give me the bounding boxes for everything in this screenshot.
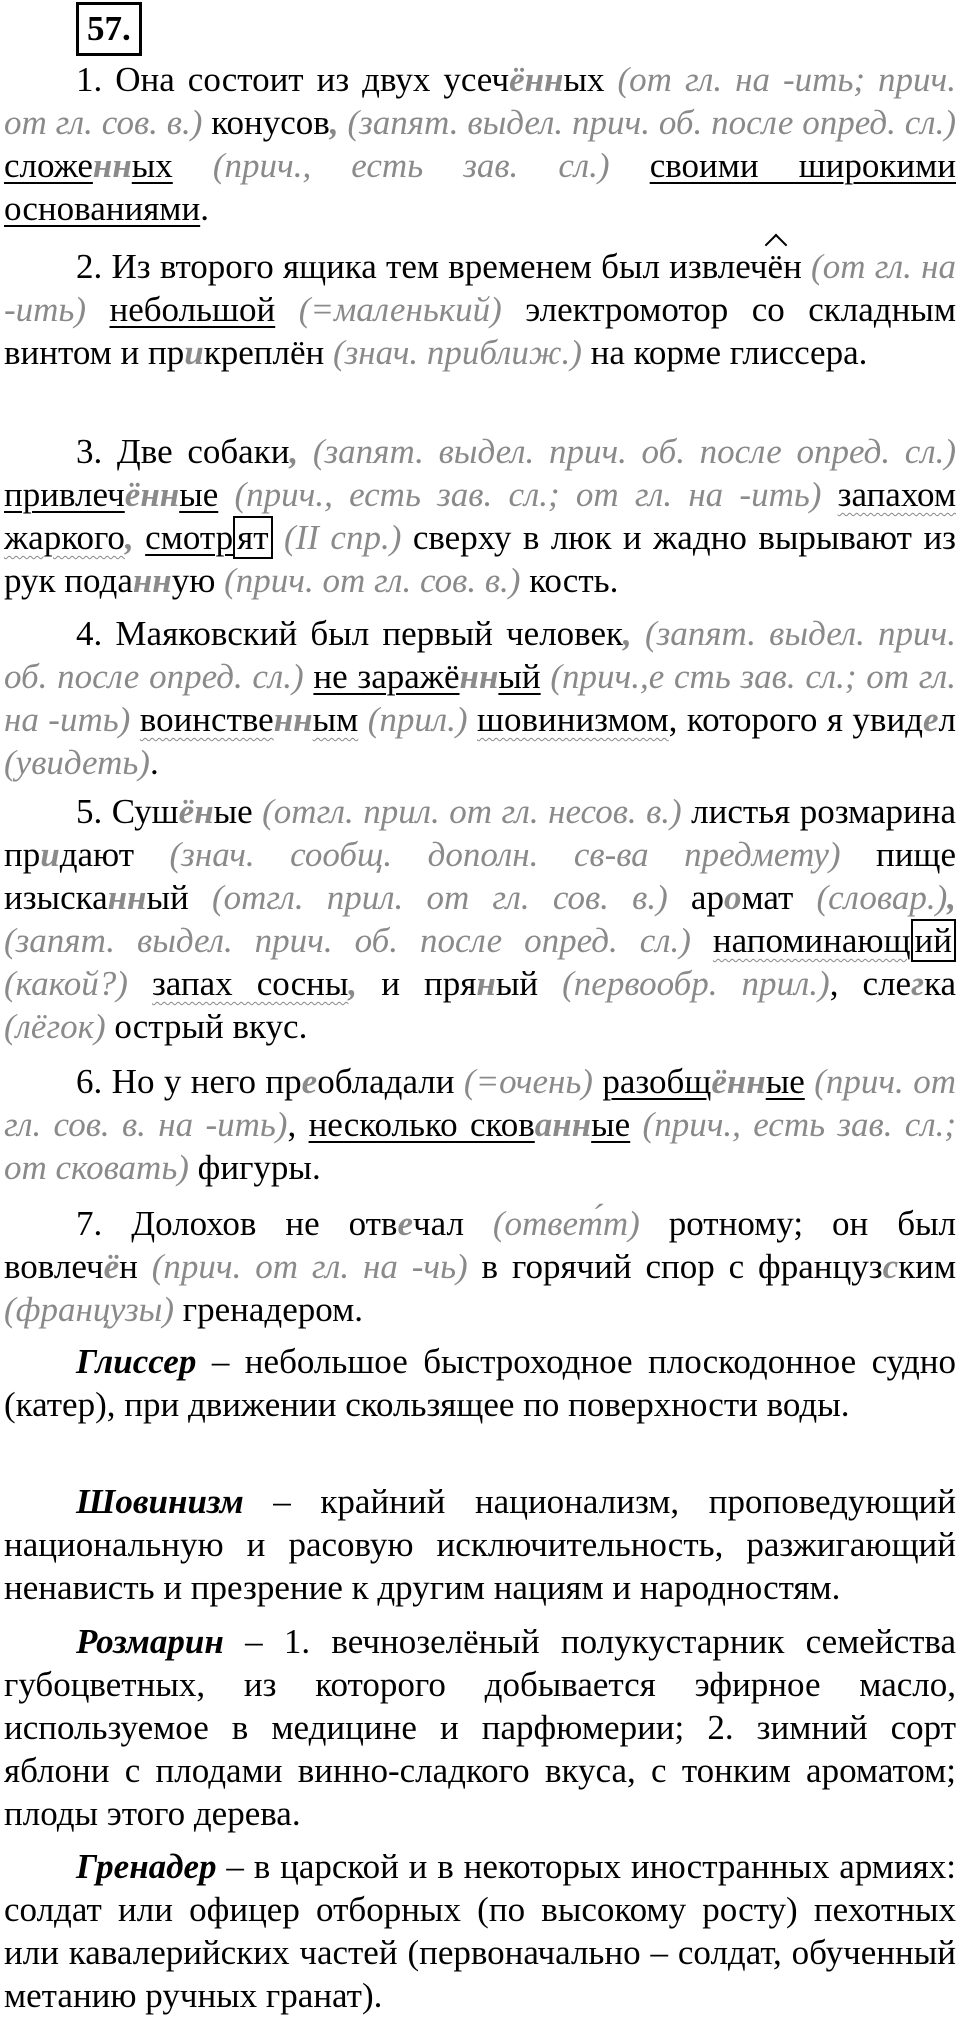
sentence-5 [4, 790, 956, 1048]
boxed-ending: ий [911, 919, 956, 962]
highlighted-letter: ё [509, 60, 525, 99]
wavy-underlined-word: запахом жаркого [4, 475, 956, 557]
highlighted-letter: о [723, 878, 742, 917]
underlined-word: сложе [4, 146, 93, 185]
highlighted-letter: , [348, 964, 358, 1003]
highlighted-letter: , [329, 103, 339, 142]
comment: (отгл. прил. от гл. сов. в.) [188, 878, 668, 917]
comment: (=маленький) [275, 290, 502, 329]
highlighted-letter: н [194, 792, 214, 831]
highlighted-letter: а [534, 1105, 553, 1144]
highlighted-letter: н [476, 964, 496, 1003]
highlighted-letter: нн [107, 878, 147, 917]
highlighted-letter: и [184, 333, 204, 372]
text-run [593, 1062, 602, 1101]
comment: (ответ́т) [463, 1204, 640, 1243]
text-run: ка [924, 964, 957, 1003]
comment: (прич., есть зав. сл.) [172, 146, 610, 185]
text-run [130, 700, 139, 739]
text-run: пище изыска [4, 835, 956, 917]
text-run: кость. [520, 561, 619, 600]
highlighted-letter: г [911, 964, 924, 1003]
definition-glisser [4, 1340, 956, 1426]
text-run: ротному; он был вовлеч [4, 1204, 956, 1286]
text-run: и пря [357, 964, 477, 1003]
sentence-2 [4, 245, 956, 374]
comment: (прич.,е сть зав. сл.; от гл. на -ить) [4, 657, 956, 739]
highlighted-letter: нн [132, 561, 172, 600]
comment: (знач. сообщ. дополн. св-ва предмету) [134, 835, 841, 874]
text-run: 6. Но у него пр [76, 1062, 302, 1101]
comment: (какой?) [4, 964, 128, 1003]
text-run [304, 657, 314, 696]
highlighted-letter: , [947, 878, 956, 917]
text-run: 2. Из второго ящика тем временем был извлеч [76, 247, 768, 286]
text-run [468, 700, 477, 739]
text-run: на корме глиссера. [581, 333, 868, 372]
highlighted-letter: ё [124, 475, 141, 514]
highlighted-letter: нн [92, 146, 132, 185]
comment: (лёгок) [4, 1007, 106, 1046]
text-run [691, 921, 713, 960]
underlined-word: привлеч [4, 475, 125, 514]
definition-term: Глиссер [76, 1342, 197, 1381]
exercise-number: 57. [76, 2, 142, 56]
underlined-word: ые [591, 1105, 631, 1144]
highlighted-letter: с [882, 1247, 899, 1286]
text-run [86, 290, 109, 329]
text-run: гренадером. [174, 1290, 363, 1329]
sentence-4 [4, 612, 956, 784]
text-run [134, 518, 145, 557]
comment: (прич. от гл. на -чь) [137, 1247, 468, 1286]
sentence-7 [4, 1202, 956, 1331]
comment: (прич., есть зав. сл.; от сковать) [4, 1105, 957, 1187]
text-run: фигуры. [188, 1148, 321, 1187]
highlighted-letter: нн [140, 475, 180, 514]
text-run: 5. Суш [76, 792, 179, 831]
text-run: конусов [202, 103, 330, 142]
text-run: ые [213, 792, 253, 831]
text-run: . [200, 189, 209, 228]
highlighted-letter: нн [273, 700, 313, 739]
definition-term: Розмарин [76, 1622, 224, 1661]
definition-text: – крайний национализм, проповедующий национальную и расовую исключительность, разжигающий ненависть и презрение к другим нациям и народностям. [4, 1482, 956, 1607]
text-run: , [668, 700, 678, 739]
text-run [821, 475, 837, 514]
comment: (словар.) [793, 878, 948, 917]
text-run: креплён [203, 333, 325, 372]
highlighted-letter: , [623, 614, 632, 653]
text-run: острый вкус. [105, 1007, 308, 1046]
text-run: , [287, 1105, 309, 1144]
highlighted-letter: е [922, 700, 939, 739]
text-run: листья розмарина пр [4, 792, 956, 874]
comment: (прил.) [358, 700, 468, 739]
highlighted-letter: е [301, 1062, 318, 1101]
text-run: в горячий спор с француз [467, 1247, 883, 1286]
text-run [610, 146, 650, 185]
definition-term: Шовинизм [76, 1482, 244, 1521]
definition-text: – в царской и в некоторых иностранных армиях: солдат или офицер отборных (по высокому росту) пехотных или кавалерийских частей (первоначально – солдат, обученный метанию ручных гранат). [4, 1847, 956, 2015]
underlined-word: ых [131, 146, 173, 185]
underlined-word: смотр [145, 518, 234, 557]
highlighted-letter: е [397, 1204, 413, 1243]
comment: (отгл. прил. от гл. несов. в.) [252, 792, 682, 831]
underlined-word: несколько сков [308, 1105, 535, 1144]
underlined-word: ый [498, 657, 541, 696]
boxed-ending: ят [233, 516, 272, 559]
sentence-3 [4, 430, 956, 602]
text-run: 1. Она состоит из двух усеч [76, 60, 510, 99]
text-run: ый [146, 878, 189, 917]
comment: (=очень) [454, 1062, 593, 1101]
text-run: 7. Долохов не отв [76, 1204, 398, 1243]
highlighted-letter: , [289, 432, 299, 471]
highlighted-letter: и [40, 835, 60, 874]
highlighted-letter: нн [552, 1105, 592, 1144]
underlined-word: ые [179, 475, 219, 514]
comment: (первообр. прил.) [538, 964, 830, 1003]
text-run: чал [413, 1204, 464, 1243]
definition-text: – небольшое быстроходное плоскодонное судно (катер), при движении скользящее по поверхности воды. [4, 1342, 956, 1424]
sentence-1 [4, 58, 956, 230]
text-run: л [938, 700, 956, 739]
wavy-underlined-word: ым [312, 700, 359, 739]
text-run [128, 964, 152, 1003]
wavy-underlined-word: запах сосны [151, 964, 349, 1003]
text-run: обладали [317, 1062, 455, 1101]
comment: (от гл. на -ить; прич. от гл. сов. в.) [4, 60, 956, 142]
wavy-underlined-word: воинстве [139, 700, 274, 739]
text-run: сверху в люк и жадно вырывают из рук пода [4, 518, 956, 600]
marked-letter: ё [767, 247, 784, 286]
comment: (французы) [4, 1290, 174, 1329]
highlighted-letter: ё [178, 792, 195, 831]
comment: (от гл. на -ить) [4, 247, 957, 329]
underlined-word: разобщ [602, 1062, 712, 1101]
highlighted-letter: нн [524, 60, 564, 99]
comment: (прич., есть зав. сл.; от гл. на -ить) [218, 475, 822, 514]
text-run: электромотор со складным винтом и пр [4, 290, 956, 372]
highlighted-letter: нн [726, 1062, 766, 1101]
highlighted-letter: нн [459, 657, 499, 696]
highlighted-letter: ё [103, 1247, 120, 1286]
definition-grenader [4, 1845, 956, 2017]
wavy-underlined-word: напоминающ [712, 921, 911, 960]
comment: (запят. выдел. прич. об. после опред. сл.) [338, 103, 956, 142]
comment: (прич. от гл. сов. в.) [215, 561, 521, 600]
text-run: ким [898, 1247, 956, 1286]
text-run: , сле [829, 964, 912, 1003]
text-run: 4. Маяковский был первый человек [76, 614, 624, 653]
text-run: н [119, 1247, 138, 1286]
underlined-word: не заражё [313, 657, 460, 696]
underlined-word: ые [765, 1062, 805, 1101]
text-run: . [149, 743, 159, 782]
text-run: которого я увид [677, 700, 923, 739]
definition-term: Гренадер [76, 1847, 217, 1886]
text-run: 3. Две собаки [76, 432, 290, 471]
sentence-6 [4, 1060, 956, 1189]
text-run: ый [495, 964, 539, 1003]
comment: (увидеть) [4, 743, 150, 782]
definition-text: – 1. вечнозелёный полукустарник семейства губоцветных, из которого добывается эфирное масло, используемое в медицине и парфюмерии; 2. зимний сорт яблони с плодами винно-сладкого вкуса, с тонким ароматом; плоды этого дерева. [4, 1622, 956, 1833]
comment: (прич. от гл. сов. в. на -ить) [4, 1062, 956, 1144]
wavy-underlined-word: шовинизмом [477, 700, 669, 739]
comment: (запят. выдел. прич. об. после опред. сл.) [4, 614, 957, 696]
comment: (II спр.) [272, 518, 402, 557]
definition-rozmarin [4, 1620, 956, 1835]
text-run: н [783, 247, 802, 286]
underlined-word: небольшой [109, 290, 276, 329]
highlighted-letter: , [124, 518, 134, 557]
text-run: дают [59, 835, 135, 874]
comment: (запят. выдел. прич. об. после опред. сл.) [298, 432, 956, 471]
text-run: ых [563, 60, 605, 99]
text-run: ую [171, 561, 216, 600]
highlighted-letter: ё [711, 1062, 727, 1101]
comment: (знач. приближ.) [324, 333, 582, 372]
text-run: ар [667, 878, 724, 917]
definition-shovinizm [4, 1480, 956, 1609]
underlined-word: своими широкими основаниями [4, 146, 956, 228]
text-run: мат [741, 878, 794, 917]
comment: (запят. выдел. прич. об. после опред. сл.) [4, 921, 691, 960]
